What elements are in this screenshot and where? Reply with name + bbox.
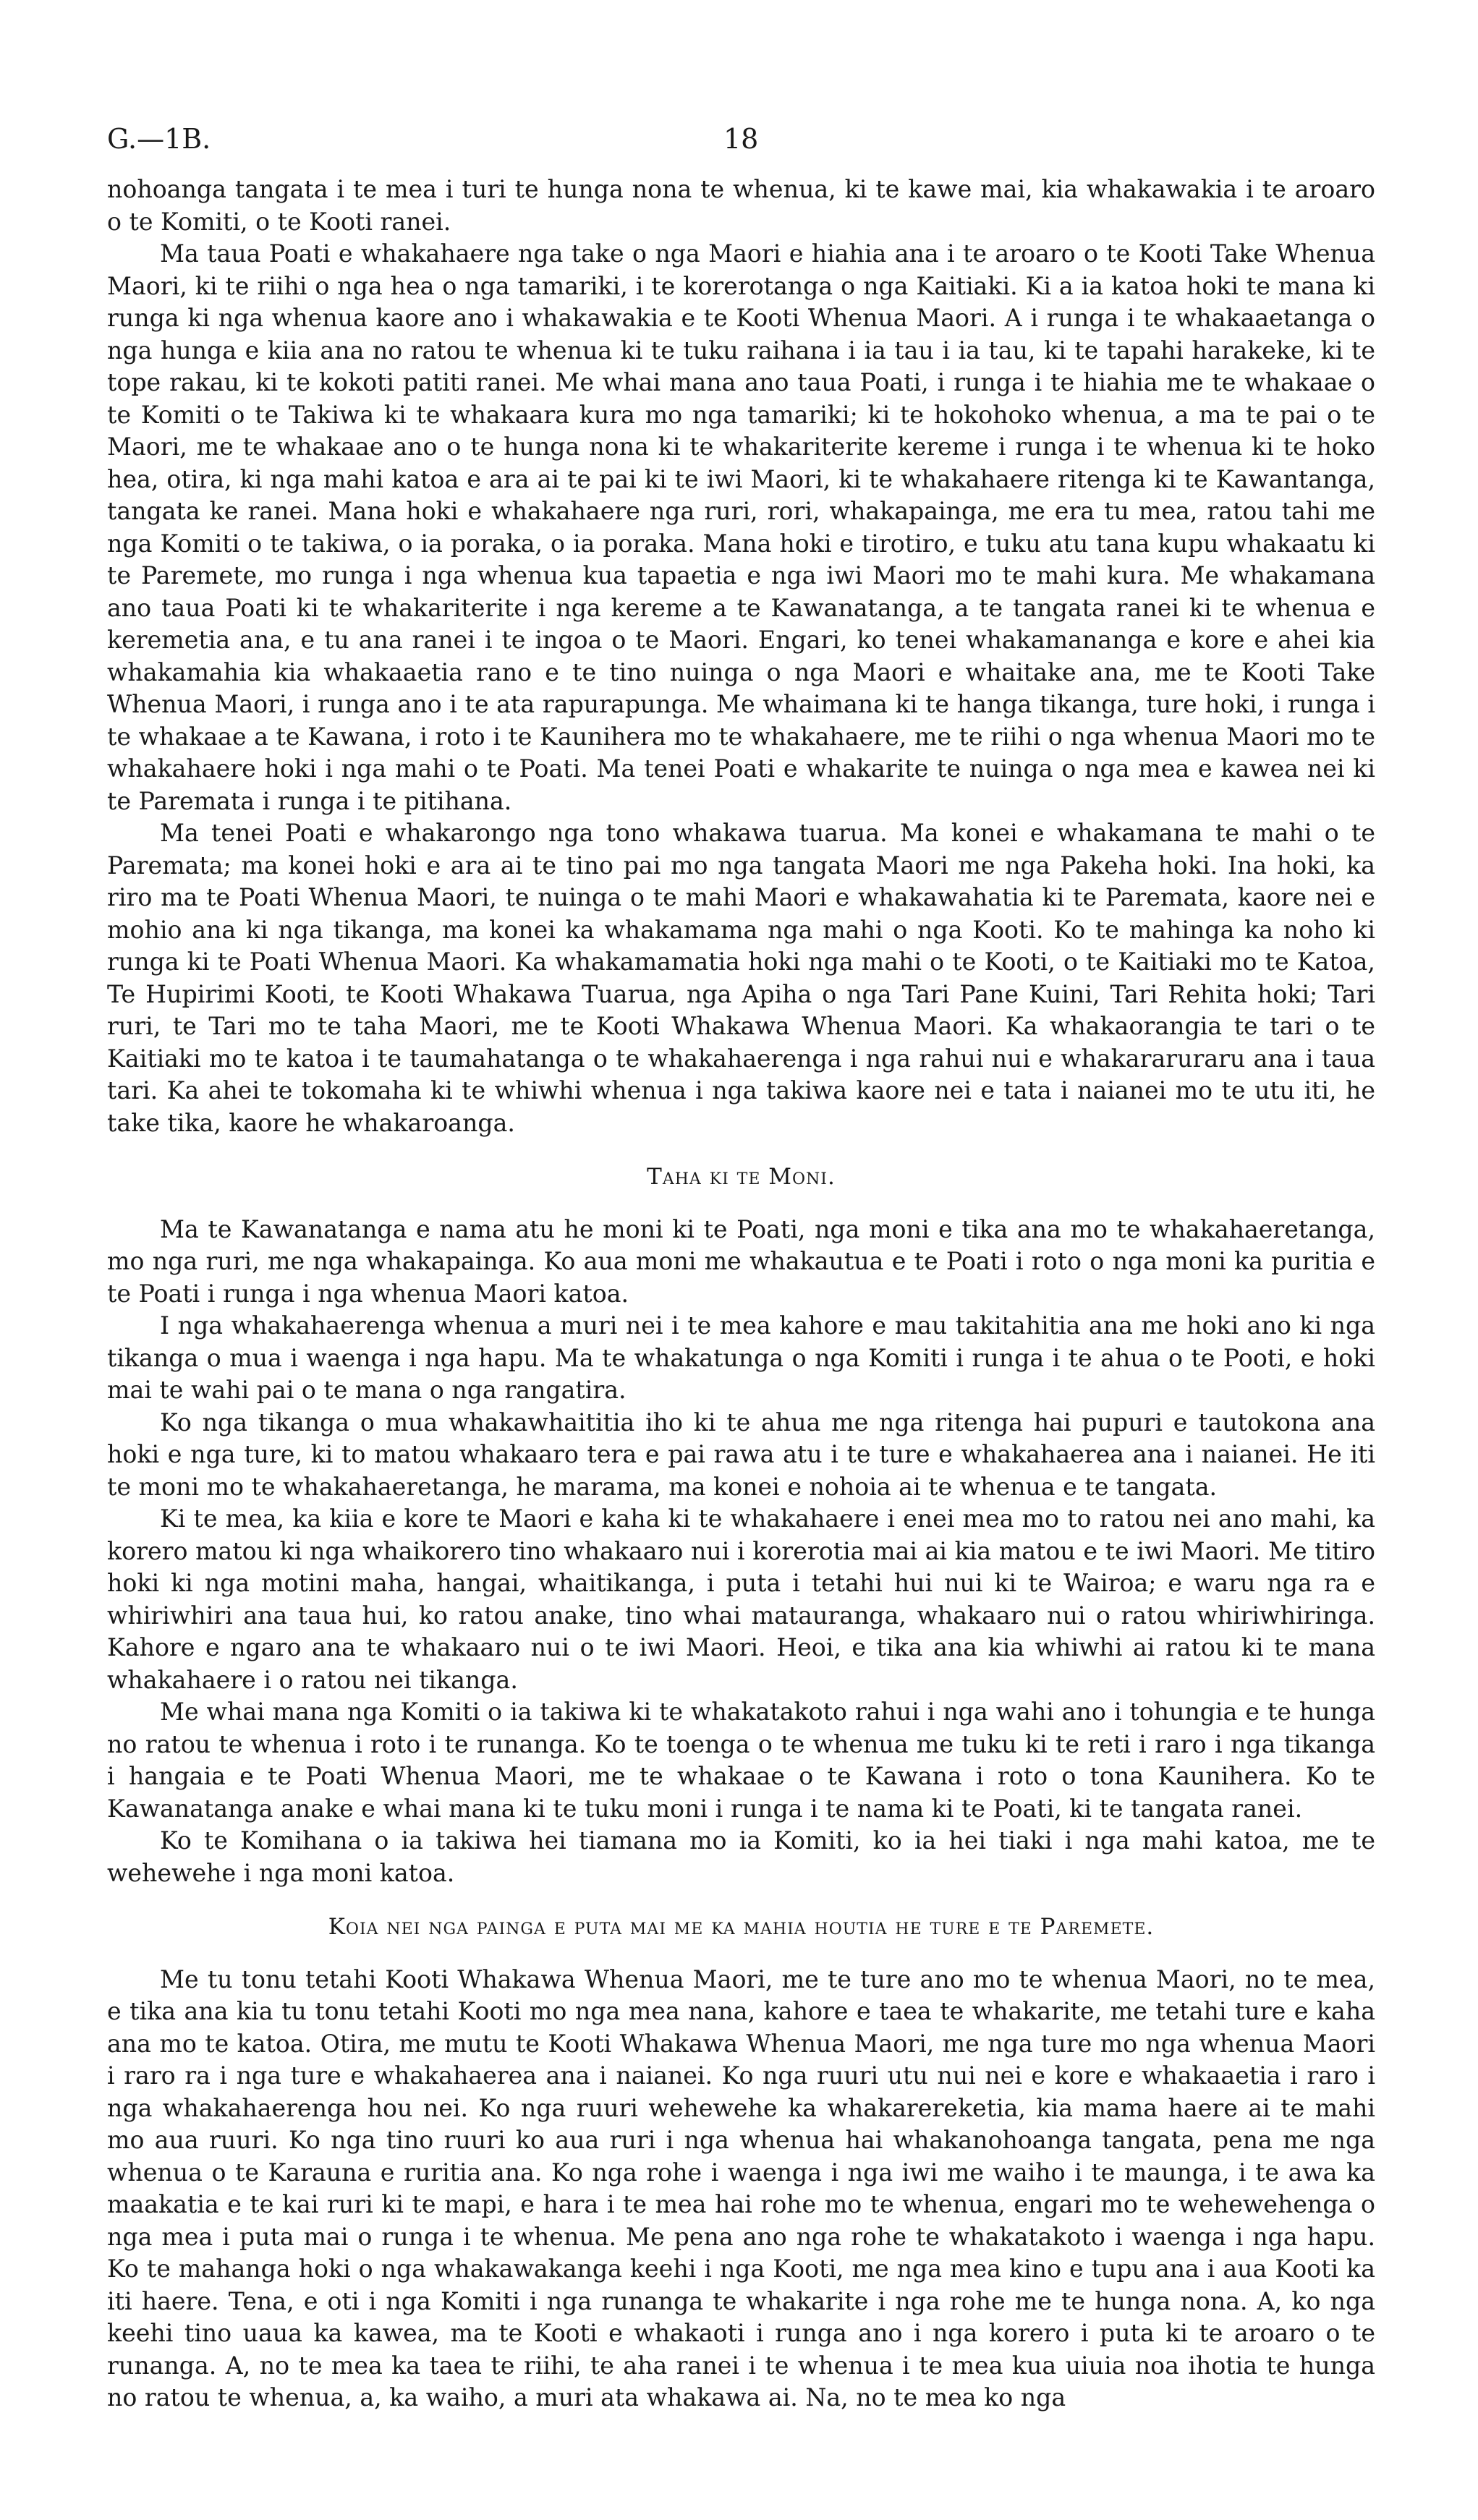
section-heading: Taha ki te Moni. bbox=[647, 1164, 836, 1190]
document-reference: G.—1B. bbox=[107, 123, 211, 155]
paragraph: Ko te Komihana o ia takiwa hei tiamana mo ia Komiti, ko ia hei tiaki i nga mahi katoa, me te wehewehe i nga moni katoa. bbox=[107, 1826, 1375, 1887]
paragraph: Ko nga tikanga o mua whakawhaititia iho ki te ahua me nga ritenga hai pupuri e tautokona ana hoki e nga ture, ki to matou whakaaro tera e pai rawa atu i te ture e whakahaerea ana i naianei. He iti te moni mo te whakahaeretanga, he marama, ma konei e nohoia ai te whenua e te tangata. bbox=[107, 1408, 1375, 1501]
paragraph: I nga whakahaerenga whenua a muri nei i te mea kahore e mau takitahitia ana me hoki ano ki nga tikanga o mua i waenga i nga hapu. Ma te whakatunga o nga Komiti i runga i te ahua o te Pooti, e hoki mai te wahi pai o te mana o nga rangatira. bbox=[107, 1311, 1375, 1404]
page-number: 18 bbox=[723, 123, 759, 155]
paragraph: Ma te Kawanatanga e nama atu he moni ki te Poati, nga moni e tika ana mo te whakahaeretanga, mo nga ruri, me nga whakapainga. Ko aua moni me whakautua e te Poati i roto o nga moni ka puritia e te Poati i runga i nga whenua Maori katoa. bbox=[107, 1214, 1375, 1308]
paragraph: Ki te mea, ka kiia e kore te Maori e kaha ki te whakahaere i enei mea mo to ratou nei ano mahi, ka korero matou ki nga whaikorero tino whakaaro nui i korerotia mai ai kia matou e te iwi Maori. Me titiro hoki ki nga motini maha, hangai, whaitikanga, i puta i tetahi hui nui ki te Wairoa; e waru nga ra e whiriwhiri ana taua hui, ko ratou anake, tino whai matauranga, whakaaro nui o ratou whiriwhiringa. Kahore e ngaro ana te whakaaro nui o te iwi Maori. Heoi, e tika ana kia whiwhi ai ratou ki te mana whakahaere i o ratou nei tikanga. bbox=[107, 1504, 1375, 1694]
section-heading: Koia nei nga painga e puta mai me ka mahia houtia he ture e te Paremete. bbox=[328, 1914, 1155, 1940]
document-body bbox=[107, 174, 1375, 2414]
paragraph: Me tu tonu tetahi Kooti Whakawa Whenua Maori, me te ture ano mo te whenua Maori, no te mea, e tika ana kia tu tonu tetahi Kooti mo nga mea nana, kahore e taea te whakarite, me tetahi ture e kaha ana mo te katoa. Otira, me mutu te Kooti Whakawa Whenua Maori, me nga ture mo nga whenua Maori i raro ra i nga ture e whakahaerea ana i naianei. Ko nga ruuri utu nui nei e kore e whakaaetia i raro i nga whakahaerenga hou nei. Ko nga ruuri wehewehe ka whakarereketia, kia mama haere ai te mahi mo aua ruuri. Ko nga tino ruuri ko aua ruri i nga whenua hai whakanohoanga tangata, pena me nga whenua o te Karauna e ruritia ana. Ko nga rohe i waenga i nga iwi me waiho i te maunga, i te awa ka maakatia e te kai ruri ki te mapi, e hara i te mea hai rohe mo te whenua, engari mo te wehewehenga o nga mea i puta mai o runga i te whenua. Me pena ano nga rohe te whakatakoto i waenga i nga hapu. Ko te mahanga hoki o nga whakawakanga keehi i nga Kooti, me nga mea kino e tupu ana i aua Kooti ka iti haere. Tena, e oti i nga Komiti i nga runanga te whakarite i nga rohe me te hunga nona. A, ko nga keehi tino uaua ka kawea, ma te Kooti e whakaoti i runga ano i nga korero i puta ki te aroaro o te runanga. A, no te mea ka taea te riihi, te aha ranei i te whenua i te mea kua uiuia noa ihotia te hunga no ratou te whenua, a, ka waiho, a muri ata whakawa ai. Na, no te mea ko nga bbox=[107, 1965, 1375, 2412]
paragraph: Ma tenei Poati e whakarongo nga tono whakawa tuarua. Ma konei e whakamana te mahi o te Paremata; ma konei hoki e ara ai te tino pai mo nga tangata Maori me nga Pakeha hoki. Ina hoki, ka riro ma te Poati Whenua Maori, te nuinga o te mahi Maori e whakawahatia ki te Paremata, kaore nei e mohio ana ki nga tikanga, ma konei ka whakamama nga mahi o nga Kooti. Ko te mahinga ka noho ki runga ki te Poati Whenua Maori. Ka whakamamatia hoki nga mahi o te Kooti, o te Kaitiaki mo te Katoa, Te Hupirimi Kooti, te Kooti Whakawa Tuarua, nga Apiha o nga Tari Pane Kuini, Tari Rehita hoki; Tari ruri, te Tari mo te taha Maori, me te Kooti Whakawa Whenua Maori. Ka whakaorangia te tari o te Kaitiaki mo te katoa i te taumahatanga o te whakahaerenga i nga rahui nui e whakararuraru ana i taua tari. Ka ahei te tokomaha ki te whiwhi whenua i nga takiwa kaore nei e tata i naianei mo te utu iti, he take tika, kaore he whakaroanga. bbox=[107, 819, 1375, 1137]
paragraph: Me whai mana nga Komiti o ia takiwa ki te whakatakoto rahui i nga wahi ano i tohungia e te hunga no ratou te whenua i roto i te runanga. Ko te toenga o te whenua me tuku ki te reti i raro i nga tikanga i hangaia e te Poati Whenua Maori, me te whakaae o te Kawana i roto o tona Kaunihera. Ko te Kawanatanga anake e whai mana ki te tuku moni i runga i te nama ki te Poati, ki te tangata ranei. bbox=[107, 1698, 1375, 1823]
paragraph: Ma taua Poati e whakahaere nga take o nga Maori e hiahia ana i te aroaro o te Kooti Take Whenua Maori, ki te riihi o nga hea o nga tamariki, i te korerotanga o nga Kaitiaki. Ki a ia katoa hoki te mana ki runga ki nga whenua kaore ano i whakawakia e te Kooti Whenua Maori. A i runga i te whakaaetanga o nga hunga e kiia ana no ratou te whenua ki te tuku raihana i ia tau i ia tau, ki te tapahi harakeke, ki te tope rakau, ki te kokoti patiti ranei. Me whai mana ano taua Poati, i runga i te hiahia me te whakaae o te Komiti o te Takiwa ki te whakaara kura mo nga tamariki; ki te hokohoko whenua, a ma te pai o te Maori, me te whakaae ano o te hunga nona ki te whakariterite kereme i runga i te whenua ki te hoko hea, otira, ki nga mahi katoa e ara ai te pai ki te iwi Maori, ki te whakahaere ritenga ki te Kawantanga, tangata ke ranei. Mana hoki e whakahaere nga ruri, rori, whakapainga, me era tu mea, ratou tahi me nga Komiti o te takiwa, o ia poraka, o ia poraka. Mana hoki e tirotiro, e tuku atu tana kupu whakaatu ki te Paremete, mo runga i nga whenua kua tapaetia e nga iwi Maori mo te mahi kura. Me whakamana ano taua Poati ki te whakariterite i nga kereme a te Kawanatanga, a te tangata ranei ki te whenua e keremetia ana, e tu ana ranei i te ingoa o te Maori. Engari, ko tenei whakamananga e kore e ahei kia whakamahia kia whakaaetia rano e te tino nuinga o nga Maori e whaitake ana, me te Kooti Take Whenua Maori, i runga ano i te ata rapurapunga. Me whaimana ki te hanga tikanga, ture hoki, i runga i te whakaae a te Kawana, i roto i te Kaunihera mo te whakahaere, me te riihi o nga whenua Maori mo te whakahaere hoki i nga mahi o te Poati. Ma tenei Poati e whakarite te nuinga o nga mea e kawea nei ki te Paremata i runga i te pitihana. bbox=[107, 239, 1375, 815]
paragraph: nohoanga tangata i te mea i turi te hunga nona te whenua, ki te kawe mai, kia whakawakia i te aroaro o te Komiti, o te Kooti ranei. bbox=[107, 175, 1375, 236]
page-header bbox=[107, 123, 1375, 174]
